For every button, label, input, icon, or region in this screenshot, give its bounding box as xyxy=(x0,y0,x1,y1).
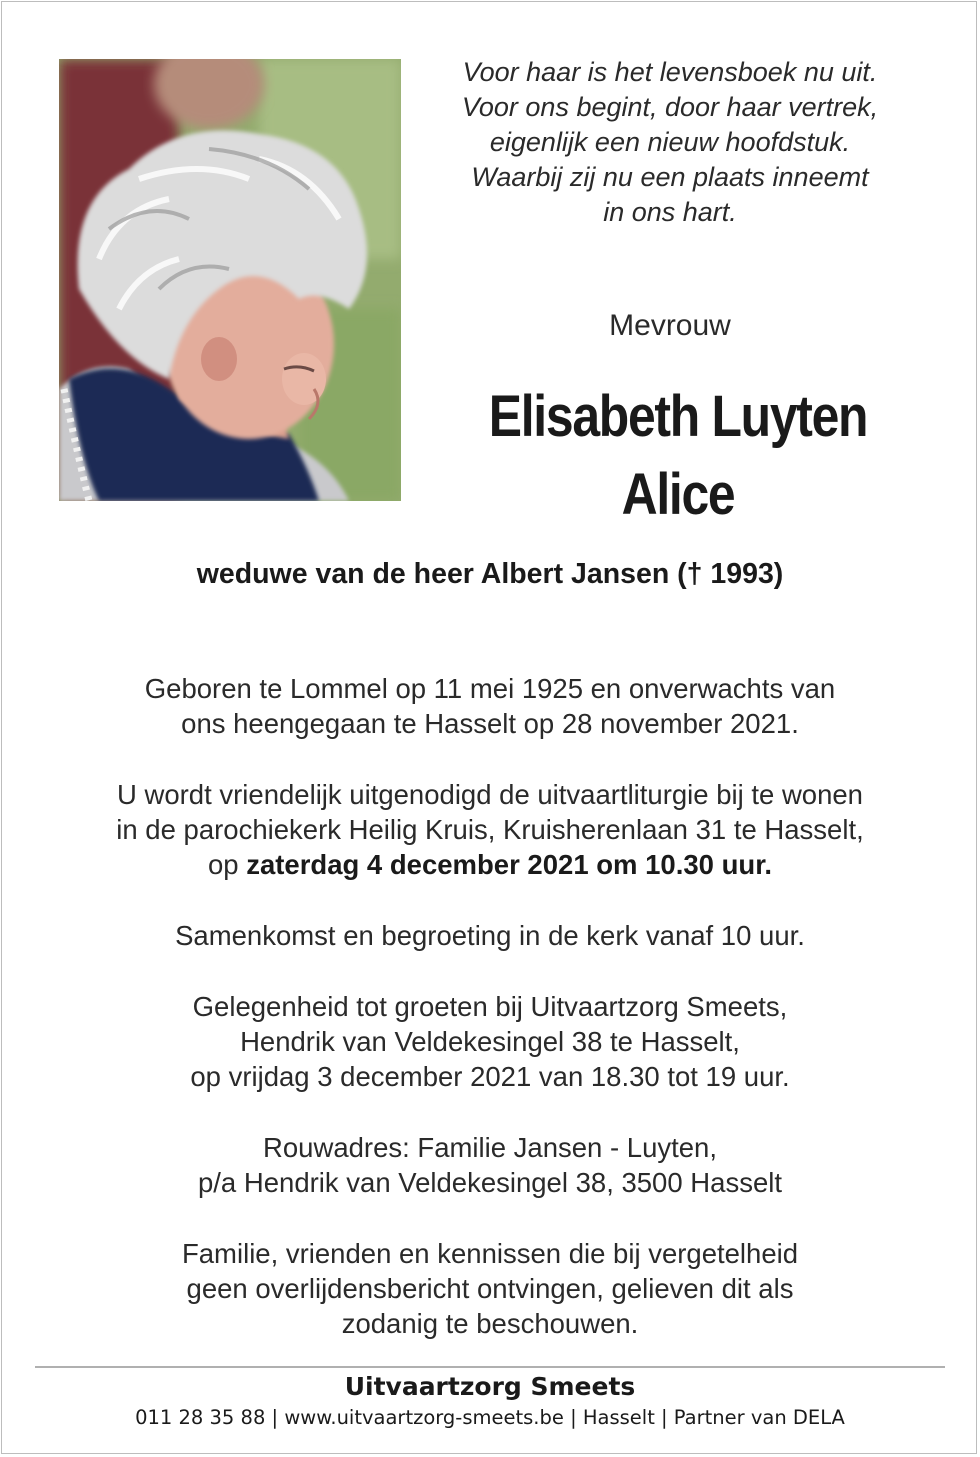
portrait-photo-icon xyxy=(59,59,401,501)
salutation: Mevrouw xyxy=(609,309,731,342)
name-line-1: Elisabeth Luyten xyxy=(488,384,868,449)
funeral-date: zaterdag 4 december 2021 om 10.30 uur. xyxy=(246,849,773,880)
name-line-2: Alice xyxy=(621,462,735,527)
poem-line: Voor haar is het levensboek nu uit. xyxy=(462,57,878,87)
visitation-line: Gelegenheid tot groeten bij Uitvaartzorg Smeets, xyxy=(192,991,788,1022)
visitation-paragraph xyxy=(0,989,980,1094)
visitation-line: Hendrik van Veldekesingel 38 te Hasselt, xyxy=(240,1026,740,1057)
poem-line: eigenlijk een nieuw hoofdstuk. xyxy=(489,127,851,157)
gathering-paragraph xyxy=(0,918,980,953)
poem xyxy=(410,55,930,230)
portrait-illustration xyxy=(59,59,401,501)
notice-paragraph xyxy=(0,1236,980,1341)
birth-line: Geboren te Lommel op 11 mei 1925 en onverwachts van xyxy=(144,673,836,704)
address-line: Rouwadres: Familie Jansen - Luyten, xyxy=(263,1132,717,1163)
funeral-line xyxy=(0,847,980,882)
funeral-paragraph xyxy=(0,777,980,882)
widow-line: weduwe van de heer Albert Jansen († 1993) xyxy=(196,558,784,590)
birth-paragraph xyxy=(0,671,980,741)
footer-divider xyxy=(35,1366,945,1368)
notice-line: geen overlijdensbericht ontvingen, gelieven dit als xyxy=(186,1273,794,1304)
funeral-line: U wordt vriendelijk uitgenodigd de uitvaartliturgie bij te wonen xyxy=(117,779,863,810)
funeral-company-name: Uitvaartzorg Smeets xyxy=(344,1372,636,1401)
funeral-date-prefix: op xyxy=(207,849,247,880)
notice-line: Familie, vrienden en kennissen die bij vergetelheid xyxy=(181,1238,799,1269)
funeral-line: in de parochiekerk Heilig Kruis, Kruisherenlaan 31 te Hasselt, xyxy=(116,814,864,845)
funeral-company-contact: 011 28 35 88 | www.uitvaartzorg-smeets.be | Hasselt | Partner van DELA xyxy=(135,1406,845,1429)
visitation-line: op vrijdag 3 december 2021 van 18.30 tot 19 uur. xyxy=(190,1061,790,1092)
address-line: p/a Hendrik van Veldekesingel 38, 3500 Hasselt xyxy=(198,1167,782,1198)
poem-line: Waarbij zij nu een plaats inneemt xyxy=(471,162,869,192)
poem-line: Voor ons begint, door haar vertrek, xyxy=(461,92,879,122)
announcement-body xyxy=(0,671,980,1377)
address-paragraph xyxy=(0,1130,980,1200)
birth-line: ons heengegaan te Hasselt op 28 november 2021. xyxy=(181,708,799,739)
gathering-line: Samenkomst en begroeting in de kerk vanaf 10 uur. xyxy=(175,920,805,951)
poem-line: in ons hart. xyxy=(603,197,737,227)
deceased-name xyxy=(448,378,909,534)
notice-line: zodanig te beschouwen. xyxy=(341,1308,639,1339)
